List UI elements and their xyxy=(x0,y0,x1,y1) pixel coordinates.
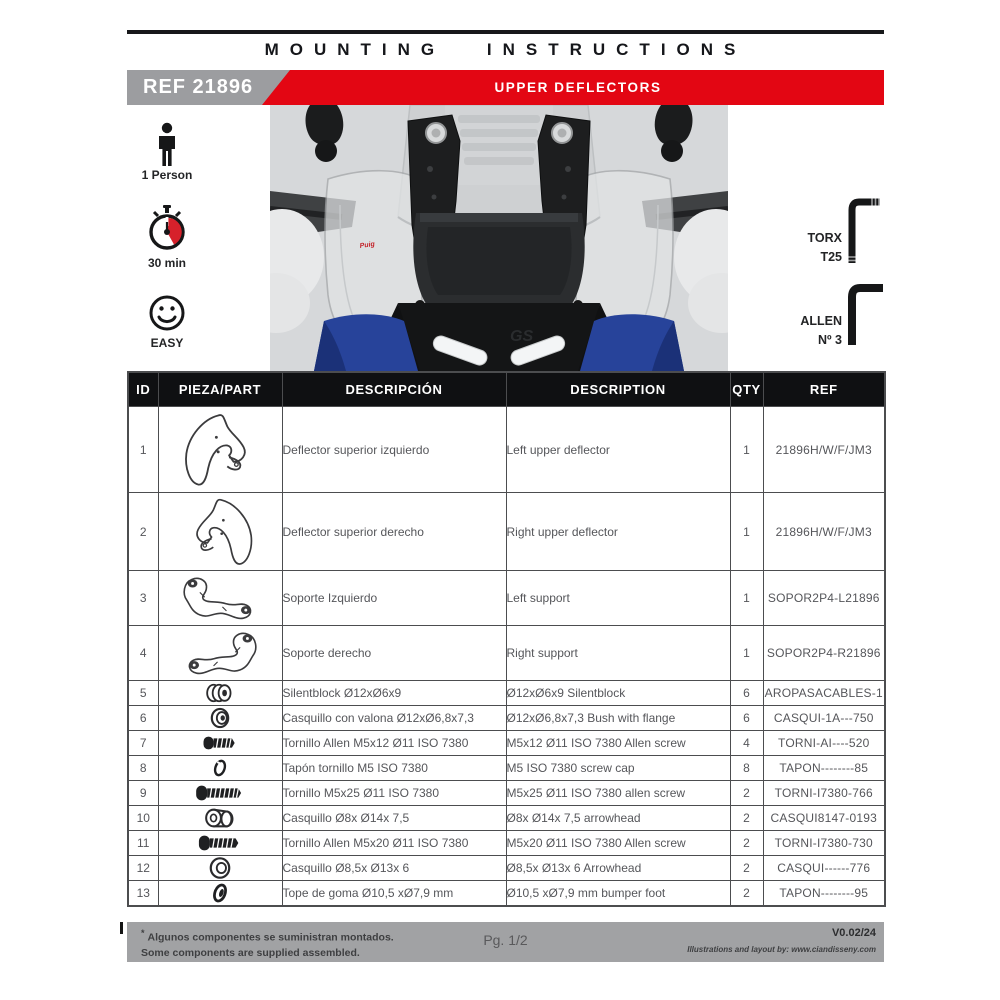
torx-size-label: T25 xyxy=(820,250,842,264)
table-row xyxy=(128,731,885,756)
time-label: 30 min xyxy=(147,256,186,270)
qty: 2 xyxy=(730,806,763,831)
col-header-desc-en: DESCRIPTION xyxy=(506,372,730,407)
part-cell xyxy=(158,756,282,781)
row-id: 7 xyxy=(128,731,158,756)
table-row xyxy=(128,781,885,806)
qty: 2 xyxy=(730,831,763,856)
part-cell xyxy=(158,626,282,681)
qty: 4 xyxy=(730,731,763,756)
table-row xyxy=(128,856,885,881)
desc-es: Deflector superior izquierdo xyxy=(282,407,506,493)
part-cell xyxy=(158,731,282,756)
torx-tool-label: TORX xyxy=(807,231,842,245)
row-id: 13 xyxy=(128,881,158,907)
part-cell xyxy=(158,856,282,881)
version-label: V0.02/24 xyxy=(831,927,876,939)
desc-es: Deflector superior derecho xyxy=(282,493,506,571)
page-number: Pg. 1/2 xyxy=(483,932,528,948)
col-header-desc-es: DESCRIPCIÓN xyxy=(282,372,506,407)
ref: CASQUI8147-0193 xyxy=(763,806,885,831)
qty: 2 xyxy=(730,856,763,881)
table-row xyxy=(128,626,885,681)
allen-tool-label: ALLEN xyxy=(800,314,842,328)
desc-en: M5 ISO 7380 screw cap xyxy=(506,756,730,781)
footer xyxy=(127,922,884,962)
allen-key-icon xyxy=(843,283,889,349)
footer-tick-mark xyxy=(120,922,123,934)
table-row xyxy=(128,806,885,831)
product-name: UPPER DEFLECTORS xyxy=(494,80,662,95)
desc-en: Right support xyxy=(506,626,730,681)
silentblock-icon xyxy=(198,682,242,704)
allen-screw-medium-icon xyxy=(195,832,245,854)
desc-en: M5x12 Ø11 ISO 7380 Allen screw xyxy=(506,731,730,756)
desc-es: Silentblock Ø12xØ6x9 xyxy=(282,681,506,706)
part-cell xyxy=(158,706,282,731)
top-rule xyxy=(127,30,884,34)
qty: 1 xyxy=(730,626,763,681)
col-header-ref: REF xyxy=(763,372,885,407)
ref-banner xyxy=(127,70,884,105)
torx-key-icon xyxy=(843,197,885,269)
desc-en: Ø12xØ6x9 Silentblock xyxy=(506,681,730,706)
desc-es: Soporte derecho xyxy=(282,626,506,681)
right-support-icon xyxy=(170,628,270,678)
table-row xyxy=(128,681,885,706)
part-cell xyxy=(158,571,282,626)
ref: TAPON--------95 xyxy=(763,881,885,907)
desc-es: Tornillo Allen M5x12 Ø11 ISO 7380 xyxy=(282,731,506,756)
desc-es: Tornillo M5x25 Ø11 ISO 7380 xyxy=(282,781,506,806)
footer-note-es: Algunos componentes se suministran montados. xyxy=(147,931,394,944)
qty: 6 xyxy=(730,681,763,706)
allen-screw-long-icon xyxy=(192,782,248,804)
difficulty-label: EASY xyxy=(150,336,184,350)
ref: TORNI-I7380-766 xyxy=(763,781,885,806)
col-header-part: PIEZA/PART xyxy=(158,372,282,407)
qty: 8 xyxy=(730,756,763,781)
part-cell xyxy=(158,493,282,571)
desc-en: Right upper deflector xyxy=(506,493,730,571)
row-id: 10 xyxy=(128,806,158,831)
table-header-row xyxy=(128,372,885,407)
rubber-foot-icon xyxy=(209,881,231,905)
ref: AROPASACABLES-1 xyxy=(763,681,885,706)
ref: 21896H/W/F/JM3 xyxy=(763,407,885,493)
desc-es: Soporte Izquierdo xyxy=(282,571,506,626)
ref-number: REF 21896 xyxy=(143,76,254,98)
row-id: 5 xyxy=(128,681,158,706)
desc-en: Ø8x Ø14x 7,5 arrowhead xyxy=(506,806,730,831)
page-title: MOUNTING INSTRUCTIONS xyxy=(264,40,747,59)
table-row xyxy=(128,881,885,907)
row-id: 4 xyxy=(128,626,158,681)
row-id: 11 xyxy=(128,831,158,856)
table-row xyxy=(128,756,885,781)
ref: SOPOR2P4-L21896 xyxy=(763,571,885,626)
row-id: 3 xyxy=(128,571,158,626)
desc-en: Left support xyxy=(506,571,730,626)
screw-cap-icon xyxy=(209,757,231,779)
table-row xyxy=(128,706,885,731)
row-id: 2 xyxy=(128,493,158,571)
product-photo xyxy=(270,105,728,371)
person-count-label: 1 Person xyxy=(141,168,193,182)
row-id: 1 xyxy=(128,407,158,493)
ref: SOPOR2P4-R21896 xyxy=(763,626,885,681)
ref: TORNI-AI----520 xyxy=(763,731,885,756)
part-cell xyxy=(158,407,282,493)
qty: 1 xyxy=(730,407,763,493)
credits-label: Illustrations and layout by: www.ciandisseny.com xyxy=(687,945,876,954)
table-row xyxy=(128,831,885,856)
qty: 2 xyxy=(730,781,763,806)
svg-text:Puig: Puig xyxy=(359,240,376,250)
desc-en: Ø10,5 xØ7,9 mm bumper foot xyxy=(506,881,730,907)
table-row xyxy=(128,571,885,626)
flanged-bush-icon xyxy=(200,707,240,729)
qty: 6 xyxy=(730,706,763,731)
ring-bushing-icon xyxy=(206,856,234,880)
desc-es: Tornillo Allen M5x20 Ø11 ISO 7380 xyxy=(282,831,506,856)
qty: 1 xyxy=(730,571,763,626)
desc-en: Ø8,5x Ø13x 6 Arrowhead xyxy=(506,856,730,881)
desc-en: M5x20 Ø11 ISO 7380 Allen screw xyxy=(506,831,730,856)
ref: 21896H/W/F/JM3 xyxy=(763,493,885,571)
part-cell xyxy=(158,781,282,806)
ref: CASQUI-1A---750 xyxy=(763,706,885,731)
part-cell xyxy=(158,881,282,907)
col-header-id: ID xyxy=(128,372,158,407)
qty: 1 xyxy=(730,493,763,571)
allen-size-label: Nº 3 xyxy=(817,333,842,347)
easy-smiley-icon xyxy=(148,294,186,332)
row-id: 12 xyxy=(128,856,158,881)
person-icon xyxy=(152,122,182,168)
desc-en: Ø12xØ6,8x7,3 Bush with flange xyxy=(506,706,730,731)
footnote-asterisk: * xyxy=(141,928,145,938)
row-id: 8 xyxy=(128,756,158,781)
desc-es: Tapón tornillo M5 ISO 7380 xyxy=(282,756,506,781)
ref: TAPON--------85 xyxy=(763,756,885,781)
table-row xyxy=(128,493,885,571)
desc-es: Casquillo Ø8,5x Ø13x 6 xyxy=(282,856,506,881)
desc-es: Casquillo Ø8x Ø14x 7,5 xyxy=(282,806,506,831)
part-cell xyxy=(158,831,282,856)
desc-es: Tope de goma Ø10,5 xØ7,9 mm xyxy=(282,881,506,907)
desc-en: Left upper deflector xyxy=(506,407,730,493)
desc-es: Casquillo con valona Ø12xØ6,8x7,3 xyxy=(282,706,506,731)
part-cell xyxy=(158,806,282,831)
stopwatch-icon xyxy=(145,204,189,254)
ref: TORNI-I7380-730 xyxy=(763,831,885,856)
row-id: 6 xyxy=(128,706,158,731)
ref: CASQUI------776 xyxy=(763,856,885,881)
parts-table xyxy=(127,371,886,907)
allen-screw-short-icon xyxy=(199,732,241,754)
part-cell xyxy=(158,681,282,706)
desc-en: M5x25 Ø11 ISO 7380 allen screw xyxy=(506,781,730,806)
col-header-qty: QTY xyxy=(730,372,763,407)
left-support-icon xyxy=(170,573,270,623)
row-id: 9 xyxy=(128,781,158,806)
qty: 2 xyxy=(730,881,763,907)
right-deflector-icon xyxy=(174,495,266,569)
footer-note-en: Some components are supplied assembled. xyxy=(141,946,360,959)
svg-text:GS: GS xyxy=(510,328,534,345)
bushing-icon xyxy=(201,806,239,830)
left-deflector-icon xyxy=(174,410,266,490)
table-row xyxy=(128,407,885,493)
